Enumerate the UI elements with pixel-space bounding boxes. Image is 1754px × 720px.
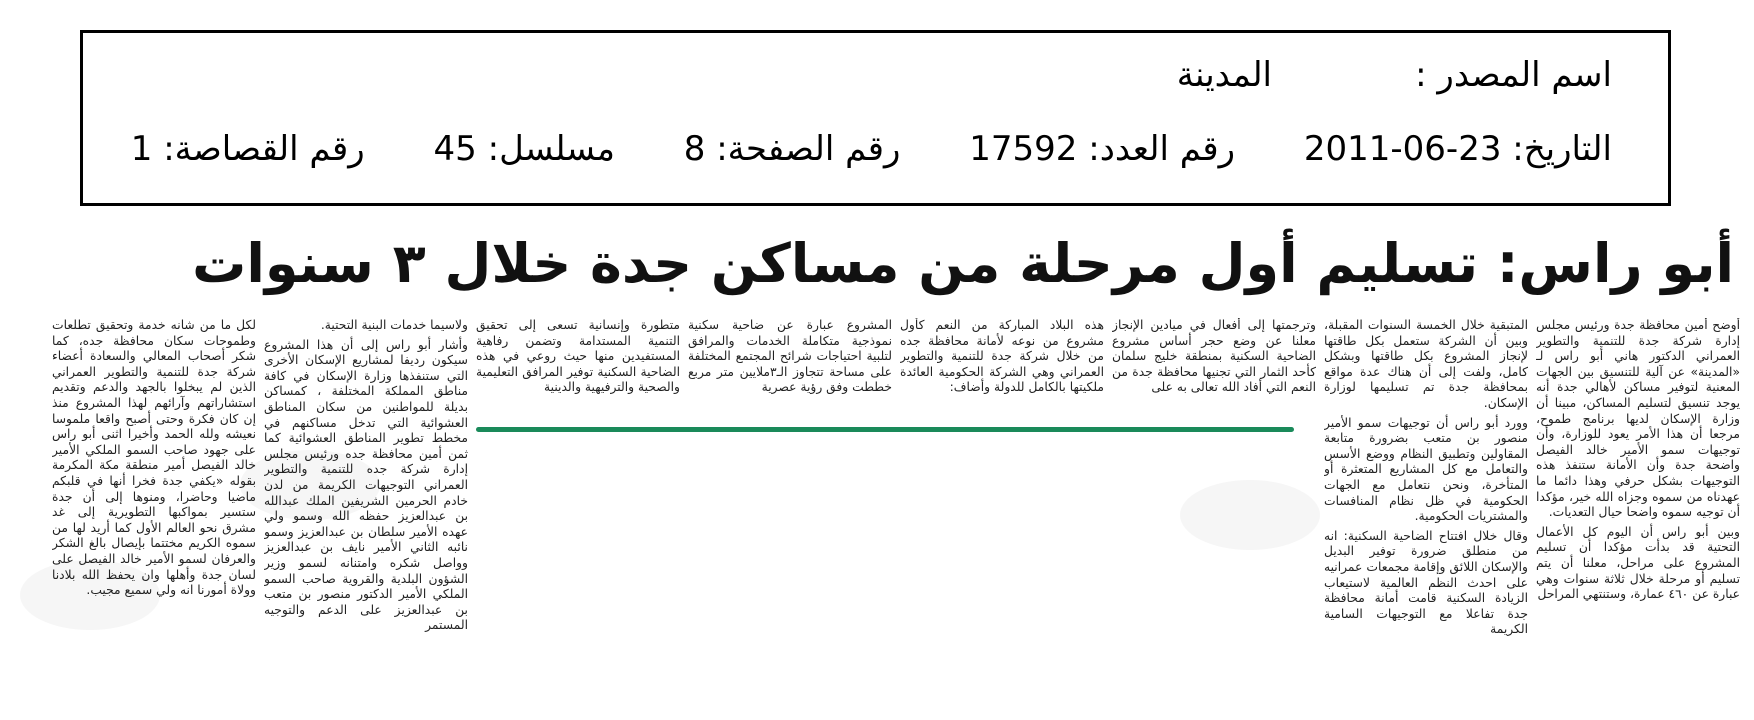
article-paragraph: وورد أبو راس أن توجيهات سمو الأمير منصور بن متعب بضرورة متابعة المقاولين وتطبيق النظام ووضع الأسس والتعامل مع كل المشاريع المتعثرة أو المتأخرة، ونحن نتعامل مع الجهات الحكومية في ظل نظام المنافسات والمشتريات الحكومية. [1324,415,1528,524]
article-paragraph: لكل ما من شانه خدمة وتحقيق تطلعات وطموحات سكان محافظة جده، كما شكر أصحاب المعالي والسعادة أعضاء شركة جدة للتنمية والتطوير العمراني الذين لم يبخلوا بالجهد والدعم وتقديم استشاراتهم وآرائهم لهذا المشروع منذ إن كان فكرة وحتى أصبح واقعا ملموسا نعيشه ولله الحمد وأخيرا اثنى أبو راس على جهود صاحب السمو الملكي الأمير خالد الفيصل أمير منطقة مكة المكرمة بقوله «يكفي جدة فخرا أنها في قلبكم ماضيا وحاضرا، ومنوها إلى أن جدة ستسير بمواكبها التطويرية إلى غد مشرق نحو العالم الأول كما أريد لها من سموه الكريم مختتما بإيصال بالغ الشكر والعرفان لسمو الأمير خالد الفيصل على لسان جدة وأهلها وان يحفظ الله بلادنا وولاة أمورنا انه ولي سميع مجيب. [52,318,256,598]
section-divider-rule [476,427,1294,432]
article-paragraph: وترجمتها إلى أفعال في ميادين الإنجاز معلنا عن وضع حجر أساس مشروع الضاحية السكنية بمنطقة خليج سلمان كأحد الثمار التي تجنيها محافظة جدة من النعم التي أفاد الله تعالى به على [1112,318,1316,395]
article-column [900,318,1104,720]
issue-number-field: رقم العدد: 17592 [969,129,1236,169]
clip-number-field: رقم القصاصة: 1 [130,129,365,169]
clipping-info-box [80,30,1671,206]
article-column [688,318,892,720]
article-headline: أبو راس: تسليم أول مرحلة من مساكن جدة خلال ٣ سنوات [192,232,1734,295]
article-paragraph: ولاسيما خدمات البنية التحتية. [320,318,468,332]
article-paragraph: وبين أبو راس أن اليوم كل الأعمال التحتية قد بدأت مؤكدا أن تسليم المشروع على مراحل، معلنا أن يتم تسليم أو مرحلة خلال ثلاثة سنوات وهي عبارة عن ٤٦٠ عمارة، وستنتهي المراحل [1536,524,1740,602]
source-value: المدينة [1176,55,1272,95]
article-column [52,318,256,720]
article-paragraph: أوضح أمين محافظة جدة ورئيس مجلس إدارة شركة جدة للتنمية والتطوير العمراني الدكتور هاني أبو راس لـ «المدينة» عن آلية للتنسيق بين الجهات المعنية لتوفير مساكن لأهالي جدة أنه يوجد تنسيق لتسليم المساكن، مبينا أن وزارة الإسكان لديها برنامج طموح، مرجعا أن هذا الأمر يعود للوزارة، وأن توجيهات سمو الأمير خالد الفيصل واضحة جدة وأن الأمانة ستنفذ هذه التوجيهات بشكل حرفي وهذا دائما ما عهدناه من سموه وجزاه الله خير، مؤكدا أن توجيه سموه واضحا حيال التعديات. [1536,318,1740,520]
article-paragraph: وقال خلال افتتاح الضاحية السكنية: انه من منطلق ضرورة توفير البديل والإسكان اللائق وإقامة مجمعات عمرانيه على احدث النظم العالمية لاستيعاب الزيادة السكنية قامت أمانة محافظة جدة تفاعلا مع التوجيهات السامية الكريمة [1324,528,1528,637]
metadata-row [131,129,1612,169]
article-paragraph: متطورة وإنسانية تسعى إلى تحقيق التنمية المستدامة وتضمن رفاهية المستفيدين منها حيث روعي في هذه الضاحية السكنية توفير المرافق التعليمية والصحية والترفيهية والدينية [476,318,680,395]
article-columns [40,318,1740,720]
article-paragraph: المشروع عبارة عن ضاحية سكنية نموذجية متكاملة الخدمات والمرافق لتلبية احتياجات شرائح المجتمع المختلفة على مساحة تتجاوز الـ٣ملايين متر مربع خططت وفق رؤية عصرية [688,318,892,395]
article-paragraph: وأشار أبو راس إلى أن هذا المشروع سيكون رديفا لمشاريع الإسكان الأخرى التي ستنفذها وزارة الإسكان في كافة مناطق المملكة المختلفة ، كمساكن بديلة للمواطنين من سكان المناطق العشوائية التي تدخل مساكنهم في مخطط تطوير المناطق العشوائية كما ثمن أمين محافظة جده ورئيس مجلس إدارة شركة جده للتنمية والتطوير العمراني التوجيهات الكريمة من لدن خادم الحرمين الشريفين الملك عبدالله بن عبدالعزيز حفظه الله وسمو ولي عهده الأمير سلطان بن عبدالعزيز وسمو نائبه الثاني الأمير نايف بن عبدالعزيز وواصل شكره وامتنانه لسمو وزير الشؤون البلدية والقروية صاحب السمو الملكي الأمير الدكتور منصور بن متعب بن عبدالعزيز على الدعم والتوجيه المستمر [264,337,468,633]
article-paragraph: المتبقية خلال الخمسة السنوات المقبلة، وبين أن الشركة ستعمل بكل طاقتها لإنجاز المشروع بكل طاقتها وبشكل كامل، ولفت إلى أن هناك عدة مواقع بمحافظة جدة تم تسليمها لوزارة الإسكان. [1324,318,1528,410]
date-field: التاريخ: 23-06-2011 [1303,129,1612,169]
article-column [264,318,468,720]
article-column [1324,318,1528,720]
article-paragraph: هذه البلاد المباركة من النعم كأول مشروع من نوعه لأمانة محافظة جده من خلال شركة جدة للتنمية والتطوير العمراني وهي الشركة الحكومية العائدة ملكيتها بالكامل للدولة وأضاف: [900,318,1104,395]
page-number-field: رقم الصفحة: 8 [683,129,901,169]
article-column [1536,318,1740,720]
source-label: اسم المصدر : [1415,55,1612,95]
serial-field: مسلسل: 45 [433,129,615,169]
article-column [1112,318,1316,720]
article-column [476,318,680,720]
